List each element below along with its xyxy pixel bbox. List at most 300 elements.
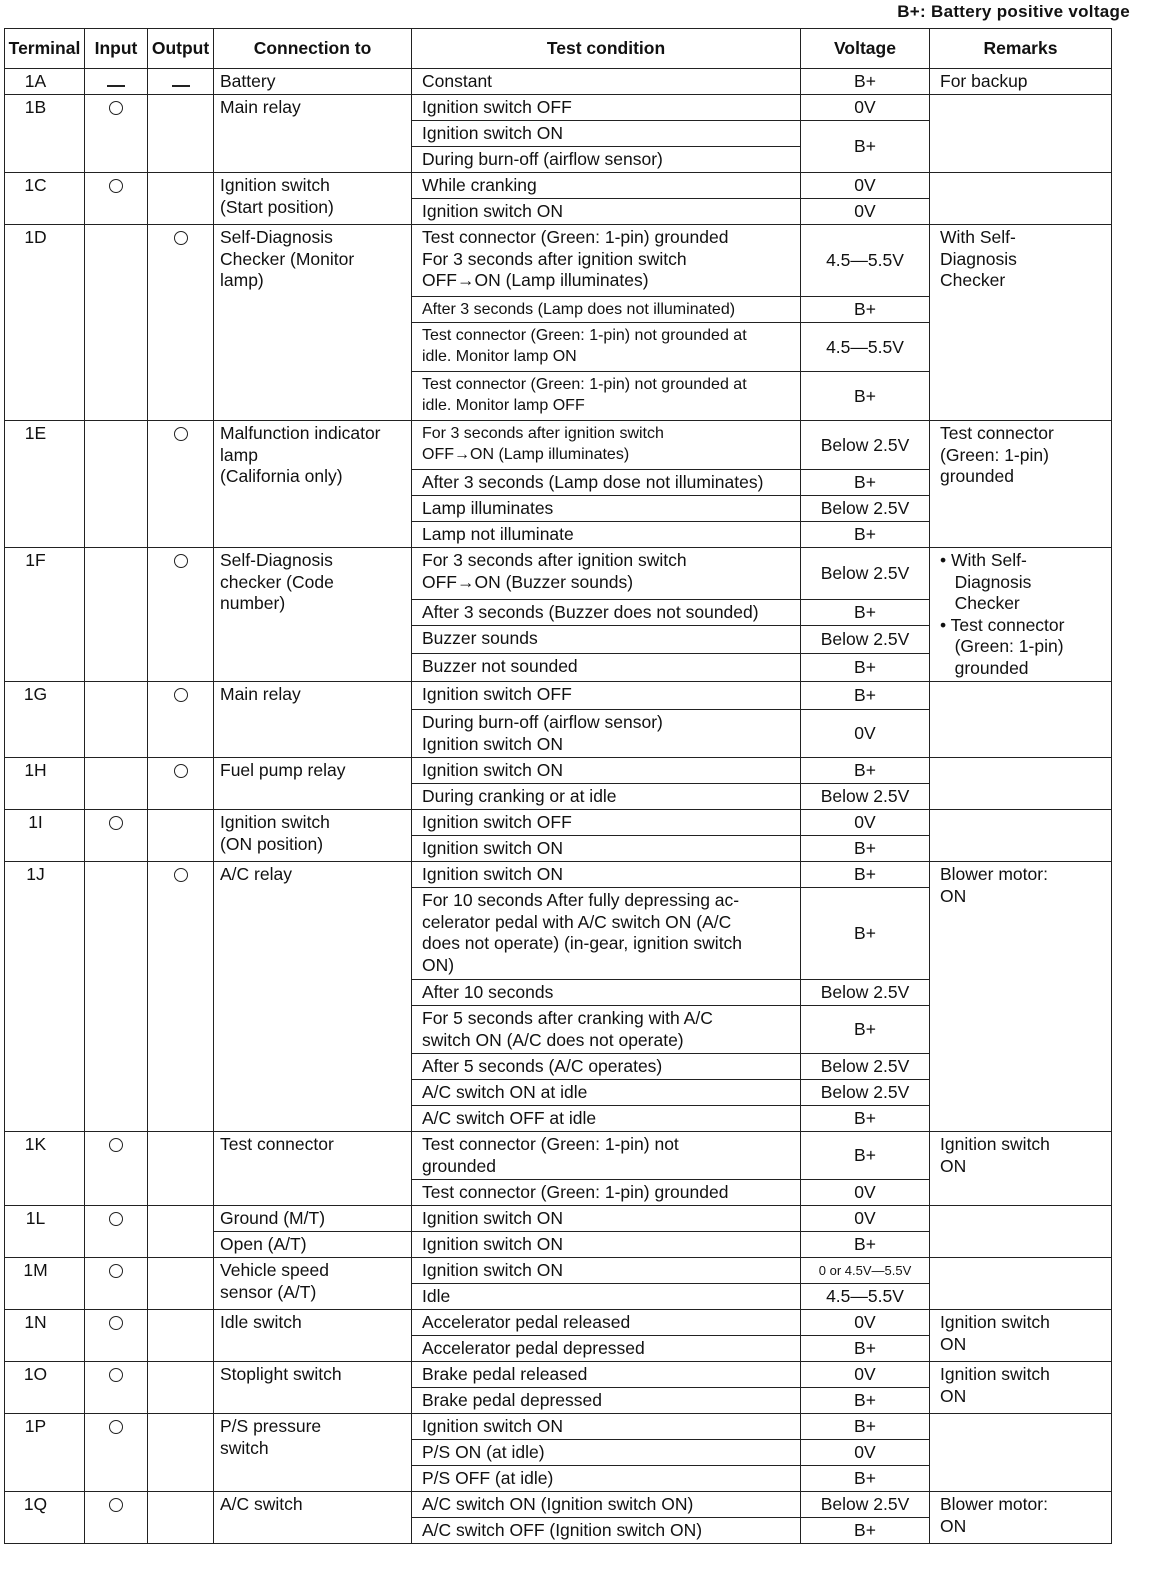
- test-condition-cell: [412, 421, 801, 470]
- input-cell: [85, 1258, 148, 1310]
- circle-mark: [109, 1368, 123, 1382]
- remarks-line: • With Self-: [940, 550, 1027, 570]
- connection-line: Main relay: [220, 97, 301, 117]
- circle-mark: [174, 688, 188, 702]
- test-condition-line: Lamp illuminates: [422, 498, 554, 518]
- input-cell: [85, 421, 148, 548]
- table-row: [5, 1206, 1112, 1232]
- voltage-cell: 0V: [801, 95, 930, 121]
- test-condition-line: Ignition switch ON: [422, 1416, 564, 1436]
- table-row: [5, 225, 1112, 297]
- test-condition-line: A/C switch OFF at idle: [422, 1108, 597, 1128]
- remarks-line: Blower motor:: [940, 1494, 1048, 1514]
- voltage-cell: B+: [801, 1132, 930, 1180]
- remarks-cell: [930, 95, 1112, 173]
- table-row: [5, 548, 1112, 600]
- table-row: [5, 1414, 1112, 1440]
- terminal-cell: 1C: [5, 173, 85, 225]
- connection-cell: [214, 548, 412, 682]
- terminal-cell: 1H: [5, 758, 85, 810]
- test-condition-cell: [412, 1336, 801, 1362]
- test-condition-cell: [412, 1006, 801, 1054]
- test-condition-cell: [412, 323, 801, 372]
- connection-cell: [214, 810, 412, 862]
- test-condition-cell: [412, 758, 801, 784]
- remarks-line: ON: [940, 1155, 967, 1176]
- connection-cell: [214, 421, 412, 548]
- terminal-cell: 1G: [5, 682, 85, 758]
- terminal-voltage-table: [4, 28, 1112, 1544]
- voltage-cell: B+: [801, 522, 930, 548]
- remarks-cell: [930, 1414, 1112, 1492]
- voltage-cell: B+: [801, 1388, 930, 1414]
- voltage-cell: 4.5—5.5V: [801, 1284, 930, 1310]
- remarks-line: Test connector: [940, 423, 1054, 443]
- table-row: [5, 1362, 1112, 1388]
- remarks-cell: [930, 1132, 1112, 1206]
- test-condition-line: Constant: [422, 71, 493, 91]
- output-cell: [148, 1362, 214, 1414]
- circle-mark: [174, 427, 188, 441]
- test-condition-cell: [412, 980, 801, 1006]
- terminal-cell: 1P: [5, 1414, 85, 1492]
- input-cell: [85, 548, 148, 682]
- remarks-line: (Green: 1-pin): [940, 444, 1049, 465]
- test-condition-line: does not operate) (in-gear, ignition switch: [422, 933, 743, 953]
- voltage-cell: B+: [801, 1006, 930, 1054]
- connection-cell: [214, 1310, 412, 1362]
- test-condition-cell: [412, 470, 801, 496]
- connection-cell: [214, 862, 412, 1132]
- voltage-cell: Below 2.5V: [801, 496, 930, 522]
- test-condition-cell: [412, 654, 801, 682]
- voltage-cell: 0V: [801, 1310, 930, 1336]
- table-row: [5, 173, 1112, 199]
- test-condition-line: During cranking or at idle: [422, 786, 617, 806]
- voltage-cell: 0V: [801, 199, 930, 225]
- remarks-line: Checker: [940, 270, 1006, 290]
- test-condition-line: After 10 seconds: [422, 982, 554, 1002]
- voltage-cell: B+: [801, 297, 930, 323]
- connection-cell: [214, 758, 412, 810]
- remarks-cell: [930, 1492, 1112, 1544]
- circle-mark: [109, 1420, 123, 1434]
- test-condition-line: For 5 seconds after cranking with A/C: [422, 1008, 713, 1028]
- remarks-line: With Self-: [940, 227, 1016, 247]
- connection-line: checker (Code: [220, 571, 334, 592]
- test-condition-line: ON): [422, 954, 455, 975]
- remarks-line: • Test connector: [940, 614, 1065, 635]
- voltage-cell: B+: [801, 372, 930, 421]
- test-condition-cell: [412, 784, 801, 810]
- test-condition-line: For 3 seconds after ignition switch: [422, 425, 664, 442]
- voltage-cell: B+: [801, 69, 930, 95]
- remarks-cell: [930, 69, 1112, 95]
- test-condition-line: Lamp not illuminate: [422, 524, 574, 544]
- test-condition-cell: [412, 372, 801, 421]
- voltage-cell: Below 2.5V: [801, 1080, 930, 1106]
- output-cell: [148, 862, 214, 1132]
- output-cell: [148, 1132, 214, 1206]
- input-cell: [85, 862, 148, 1132]
- remarks-cell: [930, 1362, 1112, 1414]
- remarks-line: (Green: 1-pin): [940, 636, 1064, 656]
- connection-line: (California only): [220, 466, 343, 486]
- voltage-cell: B+: [801, 600, 930, 626]
- terminal-cell: 1Q: [5, 1492, 85, 1544]
- test-condition-line: Test connector (Green: 1-pin) grounded: [422, 227, 729, 247]
- remarks-line: grounded: [940, 657, 1029, 678]
- test-condition-cell: [412, 147, 801, 173]
- voltage-cell: B+: [801, 836, 930, 862]
- test-condition-cell: [412, 1106, 801, 1132]
- connection-line: P/S pressure: [220, 1416, 322, 1436]
- test-condition-line: For 3 seconds after ignition switch: [422, 550, 687, 570]
- remarks-line: Blower motor:: [940, 864, 1048, 884]
- circle-mark: [174, 868, 188, 882]
- voltage-cell: B+: [801, 1414, 930, 1440]
- header-voltage: Voltage: [801, 29, 930, 69]
- output-cell: [148, 810, 214, 862]
- test-condition-line: A/C switch OFF (Ignition switch ON): [422, 1520, 703, 1540]
- voltage-cell: B+: [801, 888, 930, 980]
- table-row: [5, 810, 1112, 836]
- test-condition-cell: [412, 1284, 801, 1310]
- connection-cell: [214, 1258, 412, 1310]
- circle-mark: [109, 1212, 123, 1226]
- output-cell: [148, 548, 214, 682]
- output-cell: [148, 1206, 214, 1258]
- test-condition-cell: [412, 1080, 801, 1106]
- remarks-cell: [930, 548, 1112, 682]
- test-condition-cell: [412, 1310, 801, 1336]
- output-cell: [148, 173, 214, 225]
- connection-line: Self-Diagnosis: [220, 550, 333, 570]
- voltage-cell: Below 2.5V: [801, 421, 930, 470]
- test-condition-line: Brake pedal released: [422, 1364, 588, 1384]
- test-condition-cell: [412, 710, 801, 758]
- test-condition-line: Ignition switch ON: [422, 733, 564, 754]
- circle-mark: [109, 1498, 123, 1512]
- table-row: [5, 1492, 1112, 1518]
- connection-cell: [214, 173, 412, 225]
- input-cell: [85, 1362, 148, 1414]
- terminal-cell: 1K: [5, 1132, 85, 1206]
- remarks-cell: [930, 1310, 1112, 1362]
- header-input: Input: [85, 29, 148, 69]
- remarks-cell: [930, 682, 1112, 758]
- terminal-cell: 1E: [5, 421, 85, 548]
- circle-mark: [174, 231, 188, 245]
- input-cell: [85, 95, 148, 173]
- remarks-line: Diagnosis: [940, 248, 1017, 269]
- test-condition-line: Accelerator pedal released: [422, 1312, 631, 1332]
- test-condition-cell: [412, 1258, 801, 1284]
- test-condition-line: P/S ON (at idle): [422, 1442, 545, 1462]
- voltage-cell: 0V: [801, 1206, 930, 1232]
- terminal-cell: 1I: [5, 810, 85, 862]
- test-condition-cell: [412, 1388, 801, 1414]
- connection-line: Malfunction indicator: [220, 423, 381, 443]
- test-condition-line: Accelerator pedal depressed: [422, 1338, 645, 1358]
- voltage-cell: B+: [801, 470, 930, 496]
- header-connection: Connection to: [214, 29, 412, 69]
- connection-line: Battery: [220, 71, 276, 91]
- test-condition-line: While cranking: [422, 175, 537, 195]
- test-condition-line: Ignition switch ON: [422, 123, 564, 143]
- output-cell: [148, 682, 214, 758]
- test-condition-cell: [412, 522, 801, 548]
- test-condition-line: Buzzer not sounded: [422, 656, 578, 676]
- test-condition-cell: [412, 626, 801, 654]
- test-condition-cell: [412, 297, 801, 323]
- voltage-cell: Below 2.5V: [801, 1492, 930, 1518]
- test-condition-line: A/C switch ON (Ignition switch ON): [422, 1494, 694, 1514]
- test-condition-cell: [412, 1362, 801, 1388]
- test-condition-line: celerator pedal with A/C switch ON (A/C: [422, 911, 732, 932]
- test-condition-line: Ignition switch OFF: [422, 684, 572, 704]
- input-cell: [85, 1310, 148, 1362]
- test-condition-cell: [412, 225, 801, 297]
- test-condition-line: P/S OFF (at idle): [422, 1468, 554, 1488]
- remarks-cell: [930, 758, 1112, 810]
- test-condition-cell: [412, 600, 801, 626]
- remarks-cell: [930, 1206, 1112, 1258]
- table-row: [5, 862, 1112, 888]
- test-condition-line: grounded: [422, 1155, 496, 1176]
- connection-line: Checker (Monitor: [220, 248, 355, 269]
- terminal-cell: 1O: [5, 1362, 85, 1414]
- terminal-cell: 1B: [5, 95, 85, 173]
- connection-cell: [214, 682, 412, 758]
- connection-line: A/C relay: [220, 864, 292, 884]
- remarks-cell: [930, 225, 1112, 421]
- input-cell: [85, 810, 148, 862]
- legend-note: B+: Battery positive voltage: [897, 2, 1130, 21]
- connection-cell: [214, 1414, 412, 1492]
- remarks-line: ON: [940, 1385, 967, 1406]
- output-cell: [148, 95, 214, 173]
- test-condition-line: After 3 seconds (Lamp dose not illuminates): [422, 472, 764, 492]
- test-condition-cell: [412, 173, 801, 199]
- test-condition-cell: [412, 1232, 801, 1258]
- remarks-cell: [930, 810, 1112, 862]
- table-row: [5, 69, 1112, 95]
- voltage-cell: B+: [801, 682, 930, 710]
- test-condition-cell: [412, 1440, 801, 1466]
- test-condition-cell: [412, 121, 801, 147]
- header-terminal: Terminal: [5, 29, 85, 69]
- connection-line: Test connector: [220, 1134, 334, 1154]
- voltage-cell: 0V: [801, 173, 930, 199]
- voltage-cell: 0 or 4.5V—5.5V: [801, 1258, 930, 1284]
- output-cell: [148, 1310, 214, 1362]
- test-condition-cell: [412, 810, 801, 836]
- test-condition-line: After 3 seconds (Buzzer does not sounded): [422, 602, 759, 622]
- test-condition-line: Ignition switch ON: [422, 1234, 564, 1254]
- connection-line: Self-Diagnosis: [220, 227, 333, 247]
- connection-line: lamp: [220, 444, 258, 465]
- connection-line: Ignition switch: [220, 175, 330, 195]
- connection-cell: [214, 225, 412, 421]
- voltage-cell: B+: [801, 1106, 930, 1132]
- table-row: [5, 1258, 1112, 1284]
- test-condition-line: OFF→ON (Lamp illuminates): [422, 446, 630, 463]
- table-body: [5, 69, 1112, 1544]
- remarks-line: ON: [940, 1333, 967, 1354]
- test-condition-cell: [412, 199, 801, 225]
- header-test-condition: Test condition: [412, 29, 801, 69]
- table-row: [5, 95, 1112, 121]
- circle-mark: [109, 101, 123, 115]
- voltage-cell: B+: [801, 121, 930, 173]
- test-condition-line: Ignition switch OFF: [422, 97, 572, 117]
- circle-mark: [174, 764, 188, 778]
- test-condition-line: Test connector (Green: 1-pin) not grounded at: [422, 376, 747, 393]
- circle-mark: [109, 179, 123, 193]
- test-condition-cell: [412, 1466, 801, 1492]
- input-cell: [85, 1492, 148, 1544]
- input-cell: [85, 173, 148, 225]
- test-condition-cell: [412, 1414, 801, 1440]
- remarks-cell: [930, 862, 1112, 1132]
- input-cell: [85, 69, 148, 95]
- terminal-cell: 1F: [5, 548, 85, 682]
- test-condition-line: Brake pedal depressed: [422, 1390, 602, 1410]
- voltage-cell: Below 2.5V: [801, 626, 930, 654]
- test-condition-cell: [412, 95, 801, 121]
- connection-cell: [214, 1132, 412, 1206]
- voltage-cell: 0V: [801, 810, 930, 836]
- test-condition-line: During burn-off (airflow sensor): [422, 712, 663, 732]
- connection-line: Fuel pump relay: [220, 760, 346, 780]
- voltage-cell: Below 2.5V: [801, 980, 930, 1006]
- test-condition-line: Test connector (Green: 1-pin) grounded: [422, 1182, 729, 1202]
- circle-mark: [109, 1316, 123, 1330]
- output-cell: [148, 1258, 214, 1310]
- test-condition-line: Idle: [422, 1286, 451, 1306]
- remarks-line: ON: [940, 1515, 967, 1536]
- output-cell: [148, 758, 214, 810]
- test-condition-line: After 3 seconds (Lamp does not illuminated): [422, 301, 736, 318]
- test-condition-cell: [412, 862, 801, 888]
- terminal-cell: 1M: [5, 1258, 85, 1310]
- remarks-line: Diagnosis: [940, 571, 1032, 592]
- test-condition-line: Ignition switch OFF: [422, 812, 572, 832]
- input-cell: [85, 225, 148, 421]
- test-condition-cell: [412, 1518, 801, 1544]
- voltage-cell: 4.5—5.5V: [801, 225, 930, 297]
- remarks-line: Ignition switch: [940, 1312, 1050, 1332]
- connection-cell: [214, 1362, 412, 1414]
- test-condition-cell: [412, 1180, 801, 1206]
- remarks-cell: [930, 1258, 1112, 1310]
- terminal-cell: 1D: [5, 225, 85, 421]
- connection-line: Vehicle speed: [220, 1260, 329, 1280]
- connection-line: Ignition switch: [220, 812, 330, 832]
- remarks-line: grounded: [940, 466, 1014, 486]
- table-row: [5, 421, 1112, 470]
- test-condition-line: Ignition switch ON: [422, 760, 564, 780]
- connection-line: Stoplight switch: [220, 1364, 342, 1384]
- connection-line: switch: [220, 1437, 269, 1458]
- dash-mark: [107, 85, 125, 87]
- voltage-cell: 4.5—5.5V: [801, 323, 930, 372]
- input-cell: [85, 682, 148, 758]
- remarks-line: ON: [940, 885, 967, 906]
- connection-line: A/C switch: [220, 1494, 303, 1514]
- connection-line: number): [220, 593, 286, 613]
- remarks-line: Checker: [940, 593, 1020, 613]
- connection-cell: [214, 69, 412, 95]
- header-remarks: Remarks: [930, 29, 1112, 69]
- voltage-cell: B+: [801, 758, 930, 784]
- table-row: [5, 1132, 1112, 1180]
- voltage-cell: Below 2.5V: [801, 1054, 930, 1080]
- terminal-cell: 1A: [5, 69, 85, 95]
- remarks-line: Ignition switch: [940, 1364, 1050, 1384]
- test-condition-cell: [412, 682, 801, 710]
- output-cell: [148, 225, 214, 421]
- voltage-cell: Below 2.5V: [801, 784, 930, 810]
- circle-mark: [109, 1138, 123, 1152]
- connection-line: sensor (A/T): [220, 1281, 317, 1302]
- test-condition-line: Ignition switch ON: [422, 864, 564, 884]
- remarks-line: For backup: [940, 71, 1028, 91]
- test-condition-line: A/C switch ON at idle: [422, 1082, 588, 1102]
- circle-mark: [109, 1264, 123, 1278]
- voltage-cell: B+: [801, 1232, 930, 1258]
- test-condition-cell: [412, 1054, 801, 1080]
- output-cell: [148, 69, 214, 95]
- test-condition-line: idle. Monitor lamp ON: [422, 348, 577, 365]
- connection-cell: [214, 1206, 412, 1232]
- remarks-cell: [930, 421, 1112, 548]
- voltage-cell: 0V: [801, 1362, 930, 1388]
- connection-line: (Start position): [220, 196, 334, 217]
- test-condition-cell: [412, 836, 801, 862]
- terminal-cell: 1N: [5, 1310, 85, 1362]
- test-condition-line: After 5 seconds (A/C operates): [422, 1056, 663, 1076]
- voltage-cell: 0V: [801, 1440, 930, 1466]
- input-cell: [85, 1206, 148, 1258]
- test-condition-line: OFF→ON (Lamp illuminates): [422, 270, 649, 290]
- table-row: [5, 1310, 1112, 1336]
- connection-line: Idle switch: [220, 1312, 302, 1332]
- circle-mark: [174, 554, 188, 568]
- connection-line: Ground (M/T): [220, 1208, 326, 1228]
- test-condition-line: For 10 seconds After fully depressing ac-: [422, 890, 740, 910]
- test-condition-cell: [412, 69, 801, 95]
- input-cell: [85, 1414, 148, 1492]
- output-cell: [148, 421, 214, 548]
- terminal-cell: 1J: [5, 862, 85, 1132]
- test-condition-cell: [412, 888, 801, 980]
- test-condition-line: Ignition switch ON: [422, 838, 564, 858]
- test-condition-cell: [412, 1492, 801, 1518]
- voltage-cell: B+: [801, 1336, 930, 1362]
- test-condition-cell: [412, 1132, 801, 1180]
- test-condition-line: Ignition switch ON: [422, 1208, 564, 1228]
- input-cell: [85, 758, 148, 810]
- test-condition-line: Buzzer sounds: [422, 628, 538, 648]
- connection-line: lamp): [220, 270, 264, 290]
- test-condition-line: Ignition switch ON: [422, 1260, 564, 1280]
- test-condition-cell: [412, 496, 801, 522]
- header-output: Output: [148, 29, 214, 69]
- test-condition-line: Test connector (Green: 1-pin) not: [422, 1134, 679, 1154]
- test-condition-line: switch ON (A/C does not operate): [422, 1029, 684, 1050]
